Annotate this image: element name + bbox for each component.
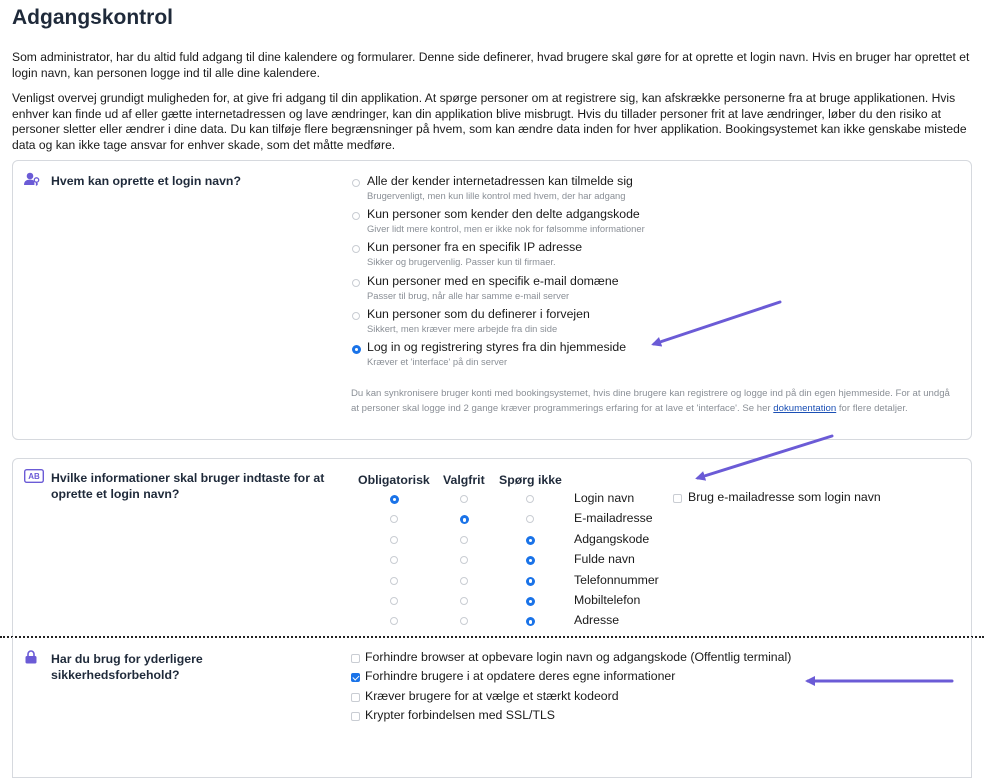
field-requirement-radio[interactable] [390,536,398,544]
registration-option-label[interactable]: Kun personer som du definerer i forvejen [367,306,590,321]
intro-paragraph-1: Som administrator, har du altid fuld adgang til dine kalendere og formularer. Denne side definerer, hvad brugere skal gøre for at oprette et login navn. Hvis en bruger har oprettet et login navn, kan personen logge ind til alle dine kalendere. [12,50,970,80]
registration-option-radio[interactable] [352,312,360,320]
registration-option-label[interactable]: Alle der kender internetadressen kan tilmelde sig [367,174,633,188]
security-option-checkbox[interactable] [351,673,360,682]
registration-option-radio[interactable] [352,279,360,287]
field-label: Mobiltelefon [574,593,641,607]
field-label: Adresse [574,613,620,628]
field-requirement-radio[interactable] [526,577,535,586]
security-option-label[interactable]: Kræver brugere for at vælge et stærkt kodeord [365,688,619,703]
registration-option-label[interactable]: Log in og registrering styres fra din hjemmeside [367,340,627,354]
email-as-login-label: Brug e-mailadresse som login navn [688,490,881,504]
field-label: E-mailadresse [574,511,653,526]
registration-option-hint: Brugervenligt, men kun lille kontrol med hvem, der har adgang [367,190,626,201]
field-requirement-radio [460,495,468,503]
security-option-checkbox[interactable] [351,654,360,663]
sync-note-tail: for flere detaljer. [836,403,908,414]
field-requirement-radio[interactable] [526,536,535,545]
column-optional: Valgfrit [443,473,485,487]
required-info-title-line2: oprette et login navn? [51,487,180,501]
security-option-checkbox[interactable] [351,693,360,702]
field-label: Fulde navn [574,552,635,567]
page-title: Adgangskontrol [12,6,173,29]
security-title-line2: sikkerhedsforbehold? [51,668,180,682]
required-info-title [51,470,324,502]
registration-option-label[interactable]: Kun personer med en specifik e-mail domæne [367,273,619,288]
security-option-checkbox[interactable] [351,712,360,721]
field-requirement-radio[interactable] [390,597,398,605]
field-requirement-radio[interactable] [460,597,468,605]
id-card-icon [24,469,44,488]
security-title-line1: Har du brug for yderligere [51,652,203,666]
field-requirement-radio[interactable] [460,536,468,544]
svg-text:AB: AB [28,472,40,482]
column-dont-ask: Spørg ikke [499,473,562,487]
security-option-label[interactable]: Krypter forbindelsen med SSL/TLS [365,707,556,722]
email-as-login-checkbox[interactable] [673,494,682,503]
field-label: Telefonnummer [574,572,659,587]
registration-option-radio[interactable] [352,345,361,354]
registration-option-label[interactable]: Kun personer fra en specifik IP adresse [367,240,583,255]
registration-option-radio[interactable] [352,179,360,187]
field-requirement-radio [526,495,534,503]
required-info-title-line1: Hvilke informationer skal bruger indtaste for at [51,471,325,485]
field-requirement-radio [390,495,399,504]
registration-option-hint: Kræver et 'interface' på din server [367,356,508,367]
registration-option-label[interactable]: Kun personer som kender den delte adgangskode [367,207,640,222]
who-can-register-title: Hvem kan oprette et login navn? [51,174,241,188]
registration-option-hint: Passer til brug, når alle har samme e-mail server [367,289,570,301]
field-label: Adgangskode [574,531,650,546]
registration-option-hint: Giver lidt mere kontrol, men er ikke nok for følsomme informationer [367,223,645,235]
registration-option-hint: Sikkert, men kræver mere arbejde fra din side [367,322,558,334]
field-requirement-radio[interactable] [526,597,535,606]
column-required: Obligatorisk [358,473,430,487]
field-label: Login navn [574,491,635,505]
documentation-link[interactable]: dokumentation [773,403,837,414]
user-key-icon [24,172,40,191]
field-requirement-radio[interactable] [460,577,468,585]
security-title [51,651,203,683]
intro-paragraph-2: Venligst overvej grundigt muligheden for, at give fri adgang til din applikation. At spørge personer om at registrere sig, kan afskrække personerne fra at bruge applikationen. Hvis enhver kan finde ud af eller gætte internetadressen og lave ændringer, kan din applikation blive misbrugt. Hvis du tillader personer frit at lave ændringer, løber du den risiko at personer sletter eller ændrer i dine data. Du kan tilføje flere begrænsninger på hvem, som kan ændre data inden for hver applikation. Bookingsystemet kan ikke genskabe mistede data og kan ikke tage ansvar for enhver skade, som det måtte medføre. [12,91,967,152]
registration-option-hint: Sikker og brugervenlig. Passer kun til firmaer. [367,256,556,268]
security-option-label[interactable]: Forhindre browser at opbevare login navn og adgangskode (Offentlig terminal) [365,650,792,664]
sync-note-text: Du kan synkronisere bruger konti med bookingsystemet, hvis dine brugere kan registrere og logge ind på din egen hjemmeside. For at undgå at personer skal logge ind 2 gange kræver programmerings erfaring for at lave et 'interface'. Se her [351,388,950,414]
security-option-label[interactable]: Forhindre brugere i at opdatere deres egne informationer [365,669,676,684]
field-requirement-radio[interactable] [390,577,398,585]
sync-note [351,386,959,416]
lock-icon [25,650,37,669]
